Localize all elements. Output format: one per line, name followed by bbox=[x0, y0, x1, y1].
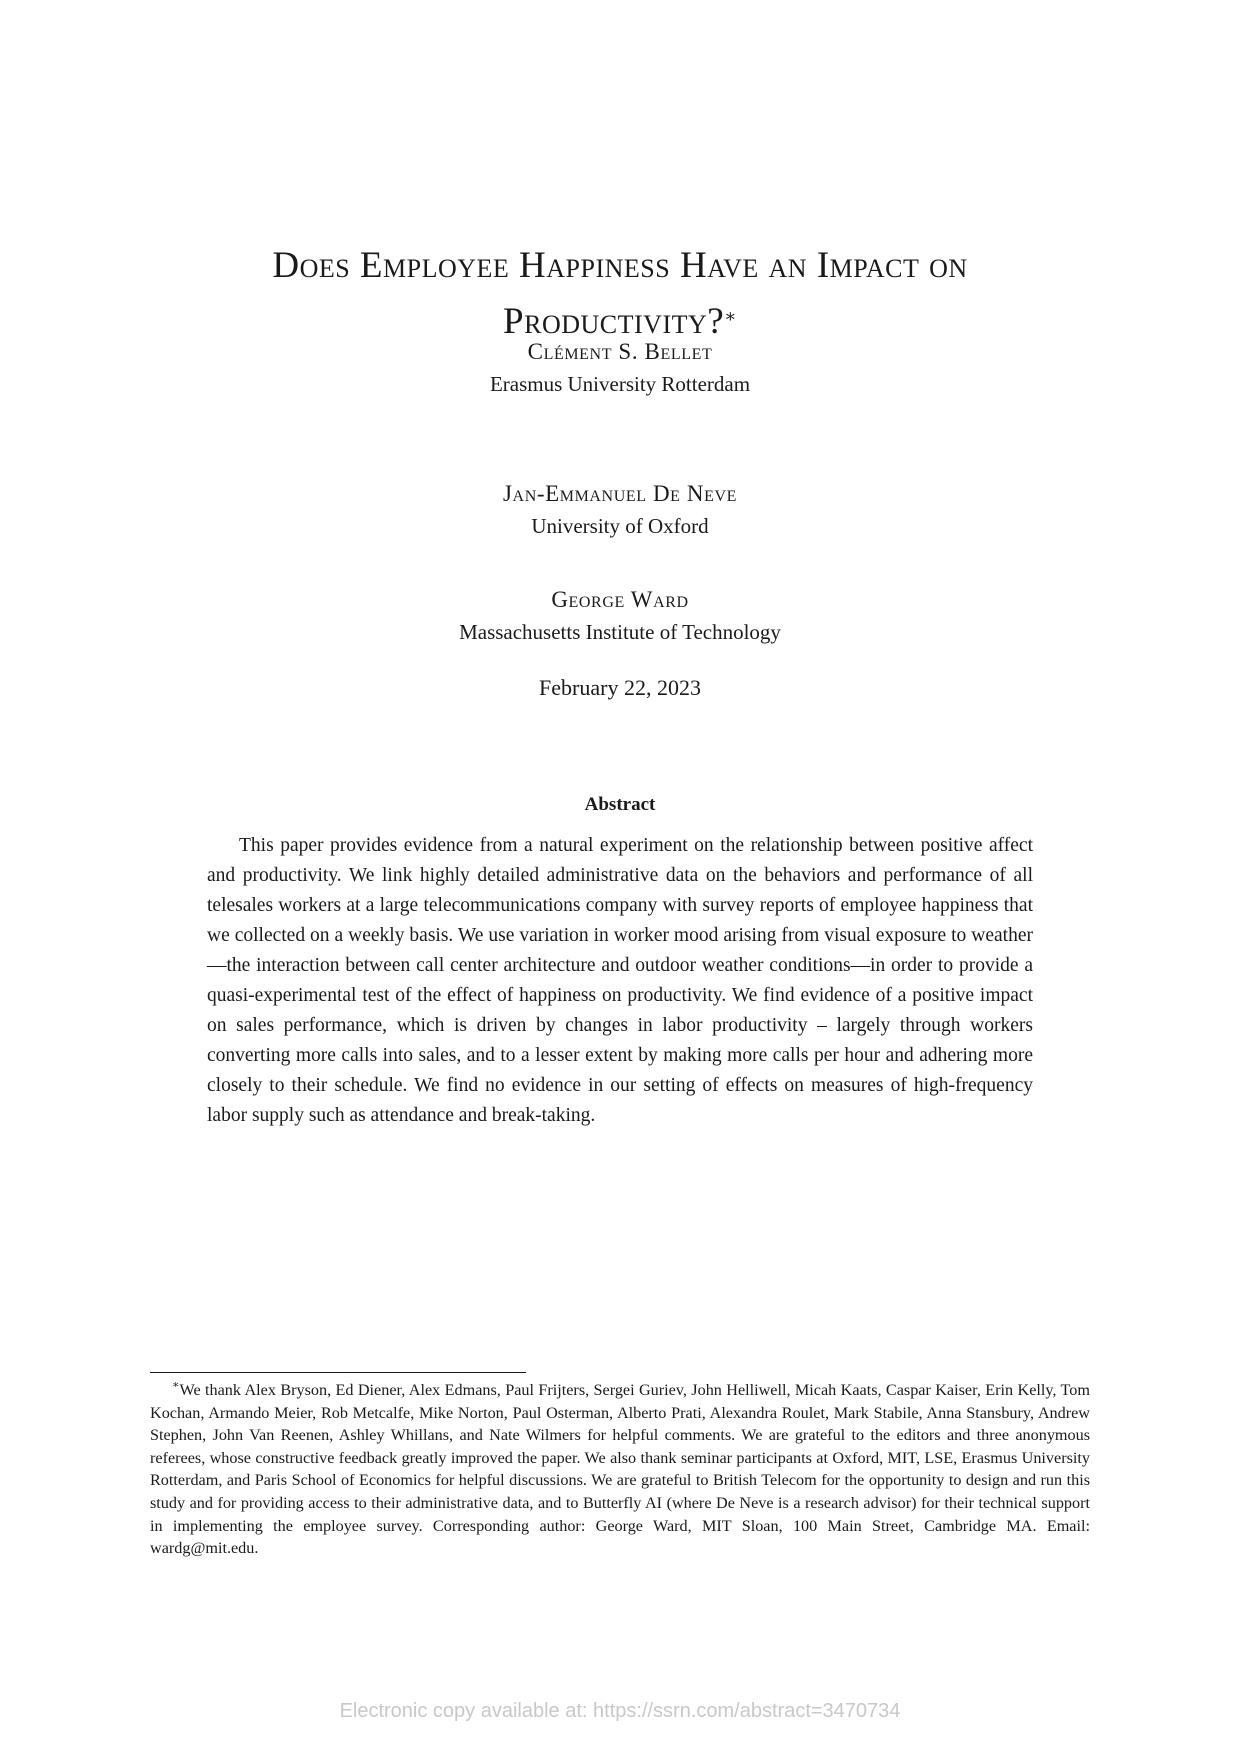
title-line-1: Does Employee Happiness Have an Impact on bbox=[272, 245, 968, 286]
abstract-text: This paper provides evidence from a natural experiment on the relationship between positive affect and productivity. We link highly detailed administrative data on the behaviors and performance of all telesales workers at a large telecommunications company with survey reports of employee happiness that we collected on a weekly basis. We use variation in worker mood arising from visual exposure to weather—the interaction between call center architecture and outdoor weather conditions—in order to provide a quasi-experimental test of the effect of happiness on productivity. We find evidence of a positive impact on sales performance, which is driven by changes in labor productivity – largely through workers converting more calls into sales, and to a lesser extent by making more calls per hour and adhering more closely to their schedule. We find no evidence in our setting of effects on measures of high-frequency labor supply such as attendance and break-taking. bbox=[207, 835, 1033, 1126]
author-1 bbox=[0, 336, 1240, 400]
paper-title bbox=[0, 238, 1240, 350]
footnote-marker: ∗ bbox=[172, 1379, 180, 1391]
abstract-heading: Abstract bbox=[584, 794, 656, 815]
author-name: Clément S. Bellet bbox=[527, 339, 713, 364]
footnote-text: We thank Alex Bryson, Ed Diener, Alex Edmans, Paul Frijters, Sergei Guriev, John Helliwell, Micah Kaats, Caspar Kaiser, Erin Kelly, Tom Kochan, Armando Meier, Rob Metcalfe, Mike Norton, Paul Osterman, Alberto Prati, Alexandra Roulet, Mark Stabile, Anna Stansbury, Andrew Stephen, John Van Reenen, Ashley Whillans, and Nate Wilmers for helpful comments. We are grateful to the editors and three anonymous referees, whose constructive feedback greatly improved the paper. We also thank seminar participants at Oxford, MIT, LSE, Erasmus University Rotterdam, and Paris School of Economics for helpful discussions. We are grateful to British Telecom for the opportunity to design and run this study and for providing access to their administrative data, and to Butterfly AI (where De Neve is a research advisor) for their technical support in implementing the employee survey. Corresponding author: George Ward, MIT Sloan, 100 Main Street, Cambridge MA. Email: wardg@mit.edu. bbox=[150, 1381, 1090, 1558]
title-footnote-marker: ∗ bbox=[724, 306, 737, 326]
author-affiliation: University of Oxford bbox=[531, 514, 709, 538]
paper-date: February 22, 2023 bbox=[539, 675, 701, 700]
author-name: George Ward bbox=[551, 587, 689, 612]
title-line-2-text: Productivity? bbox=[503, 301, 725, 342]
author-affiliation: Massachusetts Institute of Technology bbox=[459, 620, 781, 644]
title-footnote bbox=[150, 1379, 1090, 1560]
footnote-divider bbox=[150, 1372, 526, 1373]
ssrn-footer-link[interactable]: Electronic copy available at: https://ssrn.com/abstract=3470734 bbox=[339, 1700, 901, 1722]
author-name: Jan-Emmanuel De Neve bbox=[502, 481, 738, 506]
author-affiliation: Erasmus University Rotterdam bbox=[489, 372, 751, 396]
author-2 bbox=[0, 478, 1240, 542]
author-3 bbox=[0, 584, 1240, 648]
